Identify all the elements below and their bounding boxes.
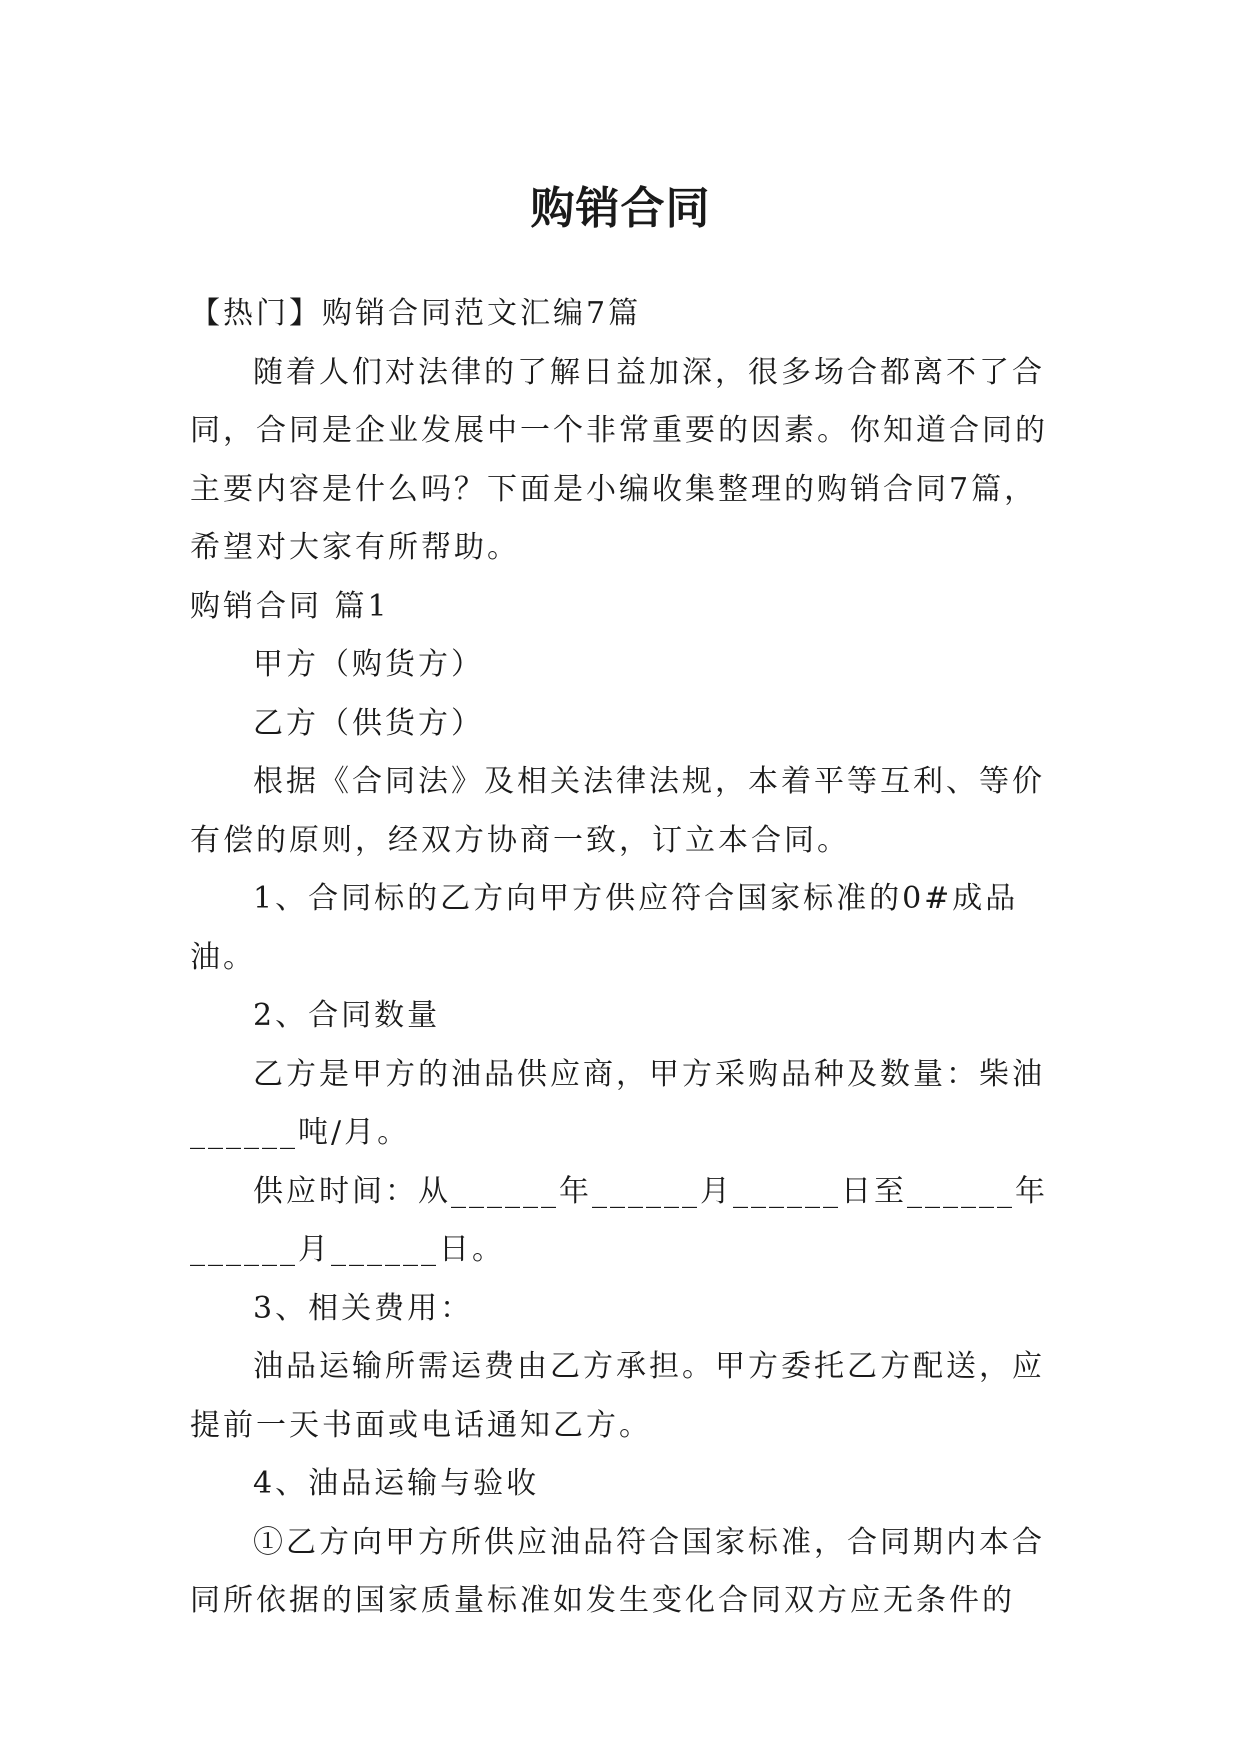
- paragraph-supply-time: 供应时间：从______年______月______日至______年______月______日。: [190, 1173, 1048, 1267]
- page-title: 购销合同: [530, 183, 711, 235]
- paragraph-section-heading: 购销合同 篇1: [190, 588, 390, 624]
- paragraph-clause-2-body: 乙方是甲方的油品供应商，甲方采购品种及数量：柴油______吨/月。: [190, 1056, 1045, 1150]
- paragraph-clause-4-item-1: ①乙方向甲方所供应油品符合国家标准，合同期内本合同所依据的国家质量标准如发生变化合同双方应无条件的: [190, 1524, 1045, 1618]
- paragraph-clause-3-heading: 3、相关费用：: [253, 1290, 474, 1326]
- paragraph-party-a: 甲方（购货方）: [253, 647, 484, 682]
- paragraph-subtitle: 【热门】购销合同范文汇编7篇: [190, 296, 642, 331]
- paragraph-clause-1: 1、合同标的乙方向甲方供应符合国家标准的0#成品油。: [190, 881, 1019, 975]
- paragraph-preamble: 根据《合同法》及相关法律法规，本着平等互利、等价有偿的原则，经双方协商一致，订立本合同。: [190, 764, 1045, 858]
- paragraph-clause-4-heading: 4、油品运输与验收: [253, 1466, 540, 1501]
- paragraph-clause-2-heading: 2、合同数量: [253, 998, 441, 1033]
- paragraph-party-b: 乙方（供货方）: [253, 705, 484, 741]
- document-body: [190, 285, 1060, 1631]
- paragraph-intro: 随着人们对法律的了解日益加深，很多场合都离不了合同，合同是企业发展中一个非常重要的因素。你知道合同的主要内容是什么吗？下面是小编收集整理的购销合同7篇，希望对大家有所帮助。: [190, 354, 1048, 565]
- paragraph-clause-3-body: 油品运输所需运费由乙方承担。甲方委托乙方配送，应提前一天书面或电话通知乙方。: [190, 1349, 1045, 1443]
